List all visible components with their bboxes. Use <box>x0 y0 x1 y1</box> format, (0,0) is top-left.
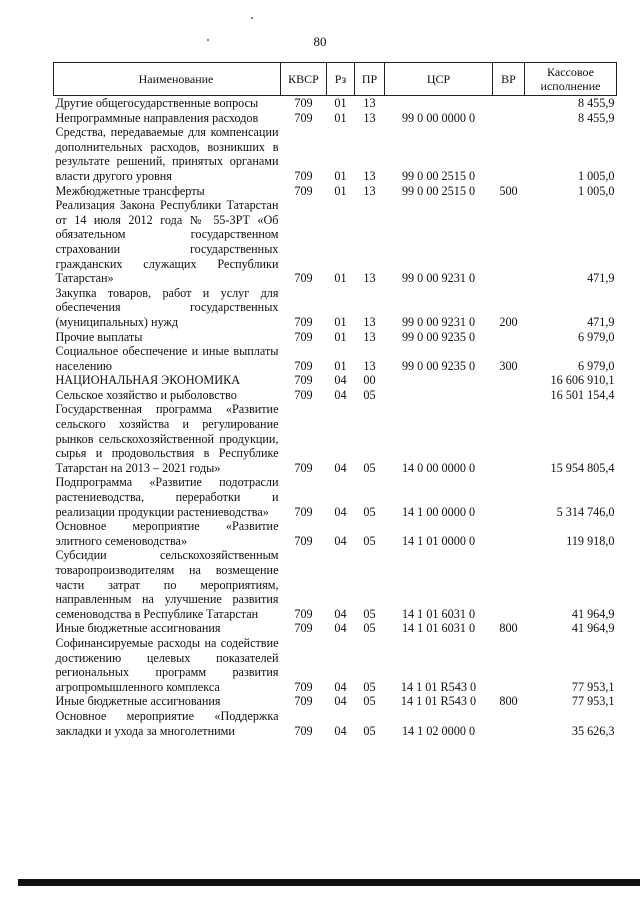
row-rz-cell: 04 <box>334 723 347 738</box>
row-kvsr-cell: 709 <box>294 504 313 519</box>
row-vr-cell <box>493 402 525 475</box>
row-name-cell: Иные бюджетные ассигнования <box>55 694 221 709</box>
row-csr-cell: 99 0 00 9235 0 <box>401 358 476 373</box>
row-vr-cell <box>493 388 525 403</box>
row-name-cell: Софинансируемые расходы на содействие достижению целевых показателей региональных программ развития агропромышленного комплекса <box>55 635 279 694</box>
row-rz-cell: 04 <box>334 460 347 475</box>
row-rz-cell: 04 <box>334 621 347 636</box>
table-row <box>54 548 617 621</box>
row-pr-cell: 13 <box>363 329 376 344</box>
table-row <box>54 330 617 345</box>
row-vr-cell <box>493 519 525 548</box>
row-pr-cell: 05 <box>363 723 376 738</box>
row-kvsr-cell: 709 <box>294 96 313 110</box>
row-name-cell: Основное мероприятие «Поддержка закладки и ухода за многолетними <box>55 708 279 738</box>
row-rz-cell: 04 <box>334 606 347 621</box>
row-sum-cell: 5 314 746,0 <box>556 504 615 519</box>
table-header-row <box>54 63 617 96</box>
row-pr-cell: 05 <box>363 460 376 475</box>
row-sum-cell: 6 979,0 <box>577 358 615 373</box>
row-name-cell: Субсидии сельскохозяйственным товаропроизводителям на возмещение части затрат по мероприятиям, направленным на улучшение развития семеноводства в Республике Татарстан <box>55 548 279 621</box>
row-vr-cell <box>493 636 525 694</box>
row-rz-cell: 01 <box>334 329 347 344</box>
row-rz-cell: 04 <box>334 504 347 519</box>
row-sum-cell: 8 455,9 <box>577 110 615 125</box>
row-vr-cell <box>493 198 525 286</box>
row-kvsr-cell: 709 <box>294 621 313 636</box>
row-kvsr-cell: 709 <box>294 533 313 548</box>
table-row <box>54 636 617 694</box>
table-row <box>54 621 617 636</box>
row-sum-cell: 8 455,9 <box>577 96 615 110</box>
row-pr-cell: 05 <box>363 694 376 709</box>
row-vr-cell: 200 <box>499 314 518 329</box>
row-kvsr-cell: 709 <box>294 679 313 694</box>
row-vr-cell <box>493 111 525 126</box>
table-row <box>54 694 617 709</box>
row-name-cell: Средства, передаваемые для компенсации дополнительных расходов, возникших в результате решений, принятых органами власти другого уровня <box>55 125 279 183</box>
row-name-cell: Закупка товаров, работ и услуг для обеспечения государственных (муниципальных) нужд <box>55 285 279 329</box>
row-vr-cell: 800 <box>499 694 518 709</box>
table-row <box>54 344 617 373</box>
row-vr-cell: 500 <box>499 183 518 198</box>
row-sum-cell: 471,9 <box>587 271 615 286</box>
row-rz-cell: 01 <box>334 314 347 329</box>
row-sum-cell: 41 964,9 <box>571 606 615 621</box>
table-row <box>54 198 617 286</box>
table-row <box>54 111 617 126</box>
row-name-cell: Сельское хозяйство и рыболовство <box>55 387 237 402</box>
row-pr-cell: 13 <box>363 110 376 125</box>
row-kvsr-cell: 709 <box>294 110 313 125</box>
row-vr-cell <box>493 125 525 183</box>
column-header-pr: ПР <box>355 63 385 96</box>
row-csr-cell <box>385 388 493 403</box>
page-number: 80 <box>313 34 327 49</box>
row-pr-cell: 05 <box>363 679 376 694</box>
row-vr-cell: 300 <box>499 358 518 373</box>
row-name-cell: Непрограммные направления расходов <box>55 110 259 125</box>
row-rz-cell: 04 <box>334 387 347 402</box>
row-pr-cell: 05 <box>363 504 376 519</box>
row-sum-cell: 471,9 <box>587 314 615 329</box>
row-name-cell: Социальное обеспечение и иные выплаты населению <box>55 344 279 373</box>
row-kvsr-cell: 709 <box>294 723 313 738</box>
row-pr-cell: 13 <box>363 96 376 110</box>
row-name-cell: Другие общегосударственные вопросы <box>55 96 259 110</box>
row-sum-cell: 119 918,0 <box>566 533 615 548</box>
row-csr-cell <box>385 96 493 111</box>
row-name-cell: Государственная программа «Развитие сельского хозяйства и регулирование рынков сельскохозяйственной продукции, сырья и продовольствия в Республике Татарстан на 2013 – 2021 годы» <box>55 402 279 475</box>
row-kvsr-cell: 709 <box>294 358 313 373</box>
row-vr-cell <box>493 373 525 388</box>
row-name-cell: Реализация Закона Республики Татарстан от 14 июля 2012 года № 55-ЗРТ «Об обязательном государственном страховании государственных гражданских служащих Республики Татарстан» <box>55 198 279 286</box>
row-name-cell: Прочие выплаты <box>55 329 143 344</box>
row-kvsr-cell: 709 <box>294 373 313 388</box>
row-rz-cell: 04 <box>334 533 347 548</box>
row-vr-cell <box>493 330 525 345</box>
row-csr-cell: 99 0 00 0000 0 <box>401 110 476 125</box>
row-csr-cell: 99 0 00 2515 0 <box>401 183 476 198</box>
row-rz-cell: 01 <box>334 96 347 110</box>
row-name-cell: Иные бюджетные ассигнования <box>55 621 221 636</box>
row-pr-cell: 05 <box>363 606 376 621</box>
table-row <box>54 709 617 738</box>
row-name-cell: Подпрограмма «Развитие подотрасли растениеводства, переработки и реализации продукции растениеводства» <box>55 475 279 519</box>
row-csr-cell: 14 0 00 0000 0 <box>401 460 476 475</box>
row-pr-cell: 13 <box>363 314 376 329</box>
row-rz-cell: 01 <box>334 110 347 125</box>
column-header-sum: Кассовое исполнение <box>525 63 617 96</box>
table-row <box>54 388 617 403</box>
row-sum-cell: 35 626,3 <box>571 723 615 738</box>
row-name-cell: НАЦИОНАЛЬНАЯ ЭКОНОМИКА <box>55 373 240 388</box>
table-row <box>54 184 617 199</box>
row-csr-cell: 14 1 01 6031 0 <box>401 606 476 621</box>
row-pr-cell: 13 <box>363 183 376 198</box>
row-rz-cell: 04 <box>334 373 347 388</box>
table-row <box>54 402 617 475</box>
column-header-csr: ЦСР <box>385 63 493 96</box>
budget-table <box>53 62 617 738</box>
row-sum-cell: 41 964,9 <box>571 621 615 636</box>
row-rz-cell: 01 <box>334 358 347 373</box>
row-vr-cell <box>493 548 525 621</box>
row-kvsr-cell: 709 <box>294 694 313 709</box>
row-rz-cell: 04 <box>334 694 347 709</box>
row-kvsr-cell: 709 <box>294 460 313 475</box>
column-header-name: Наименование <box>54 63 281 96</box>
row-pr-cell: 05 <box>363 533 376 548</box>
row-kvsr-cell: 709 <box>294 329 313 344</box>
table-row <box>54 125 617 183</box>
column-header-kvsr: КВСР <box>281 63 327 96</box>
row-pr-cell: 13 <box>363 168 376 183</box>
table-row <box>54 373 617 388</box>
row-rz-cell: 01 <box>334 168 347 183</box>
row-csr-cell: 14 1 01 R543 0 <box>400 694 477 709</box>
row-name-cell: Основное мероприятие «Развитие элитного семеноводства» <box>55 519 279 548</box>
row-vr-cell: 800 <box>499 621 518 636</box>
row-csr-cell: 99 0 00 2515 0 <box>401 168 476 183</box>
scan-speck <box>251 17 253 19</box>
row-pr-cell: 05 <box>363 387 376 402</box>
row-rz-cell: 04 <box>334 679 347 694</box>
table-row <box>54 519 617 548</box>
row-sum-cell: 16 606 910,1 <box>550 373 615 388</box>
row-kvsr-cell: 709 <box>294 387 313 402</box>
row-csr-cell <box>385 373 493 388</box>
column-header-rz: Рз <box>327 63 355 96</box>
row-vr-cell <box>493 709 525 738</box>
row-pr-cell: 13 <box>363 271 376 286</box>
row-vr-cell <box>493 96 525 111</box>
row-sum-cell: 6 979,0 <box>577 329 615 344</box>
row-kvsr-cell: 709 <box>294 606 313 621</box>
table-row <box>54 286 617 330</box>
row-sum-cell: 77 953,1 <box>571 694 615 709</box>
table-row <box>54 475 617 519</box>
row-name-cell: Межбюджетные трансферты <box>55 183 205 198</box>
row-csr-cell: 99 0 00 9235 0 <box>401 329 476 344</box>
row-csr-cell: 14 1 02 0000 0 <box>401 723 476 738</box>
row-csr-cell: 14 1 01 R543 0 <box>400 679 477 694</box>
row-sum-cell: 77 953,1 <box>571 679 615 694</box>
column-header-vr: ВР <box>493 63 525 96</box>
row-rz-cell: 01 <box>334 183 347 198</box>
row-csr-cell: 99 0 00 9231 0 <box>401 314 476 329</box>
row-csr-cell: 14 1 01 0000 0 <box>401 533 476 548</box>
table-row <box>54 96 617 111</box>
row-csr-cell: 14 1 00 0000 0 <box>401 504 476 519</box>
row-sum-cell: 16 501 154,4 <box>550 387 615 402</box>
row-kvsr-cell: 709 <box>294 183 313 198</box>
row-pr-cell: 00 <box>363 373 376 388</box>
row-kvsr-cell: 709 <box>294 271 313 286</box>
row-rz-cell: 01 <box>334 271 347 286</box>
table-body <box>54 96 617 739</box>
row-kvsr-cell: 709 <box>294 168 313 183</box>
row-sum-cell: 1 005,0 <box>577 168 615 183</box>
row-pr-cell: 05 <box>363 621 376 636</box>
row-csr-cell: 14 1 01 6031 0 <box>401 621 476 636</box>
scan-speck <box>207 39 209 41</box>
scan-bottom-edge <box>18 879 640 886</box>
row-sum-cell: 15 954 805,4 <box>550 460 615 475</box>
row-csr-cell: 99 0 00 9231 0 <box>401 271 476 286</box>
row-pr-cell: 13 <box>363 358 376 373</box>
row-vr-cell <box>493 475 525 519</box>
row-kvsr-cell: 709 <box>294 314 313 329</box>
row-sum-cell: 1 005,0 <box>577 183 615 198</box>
